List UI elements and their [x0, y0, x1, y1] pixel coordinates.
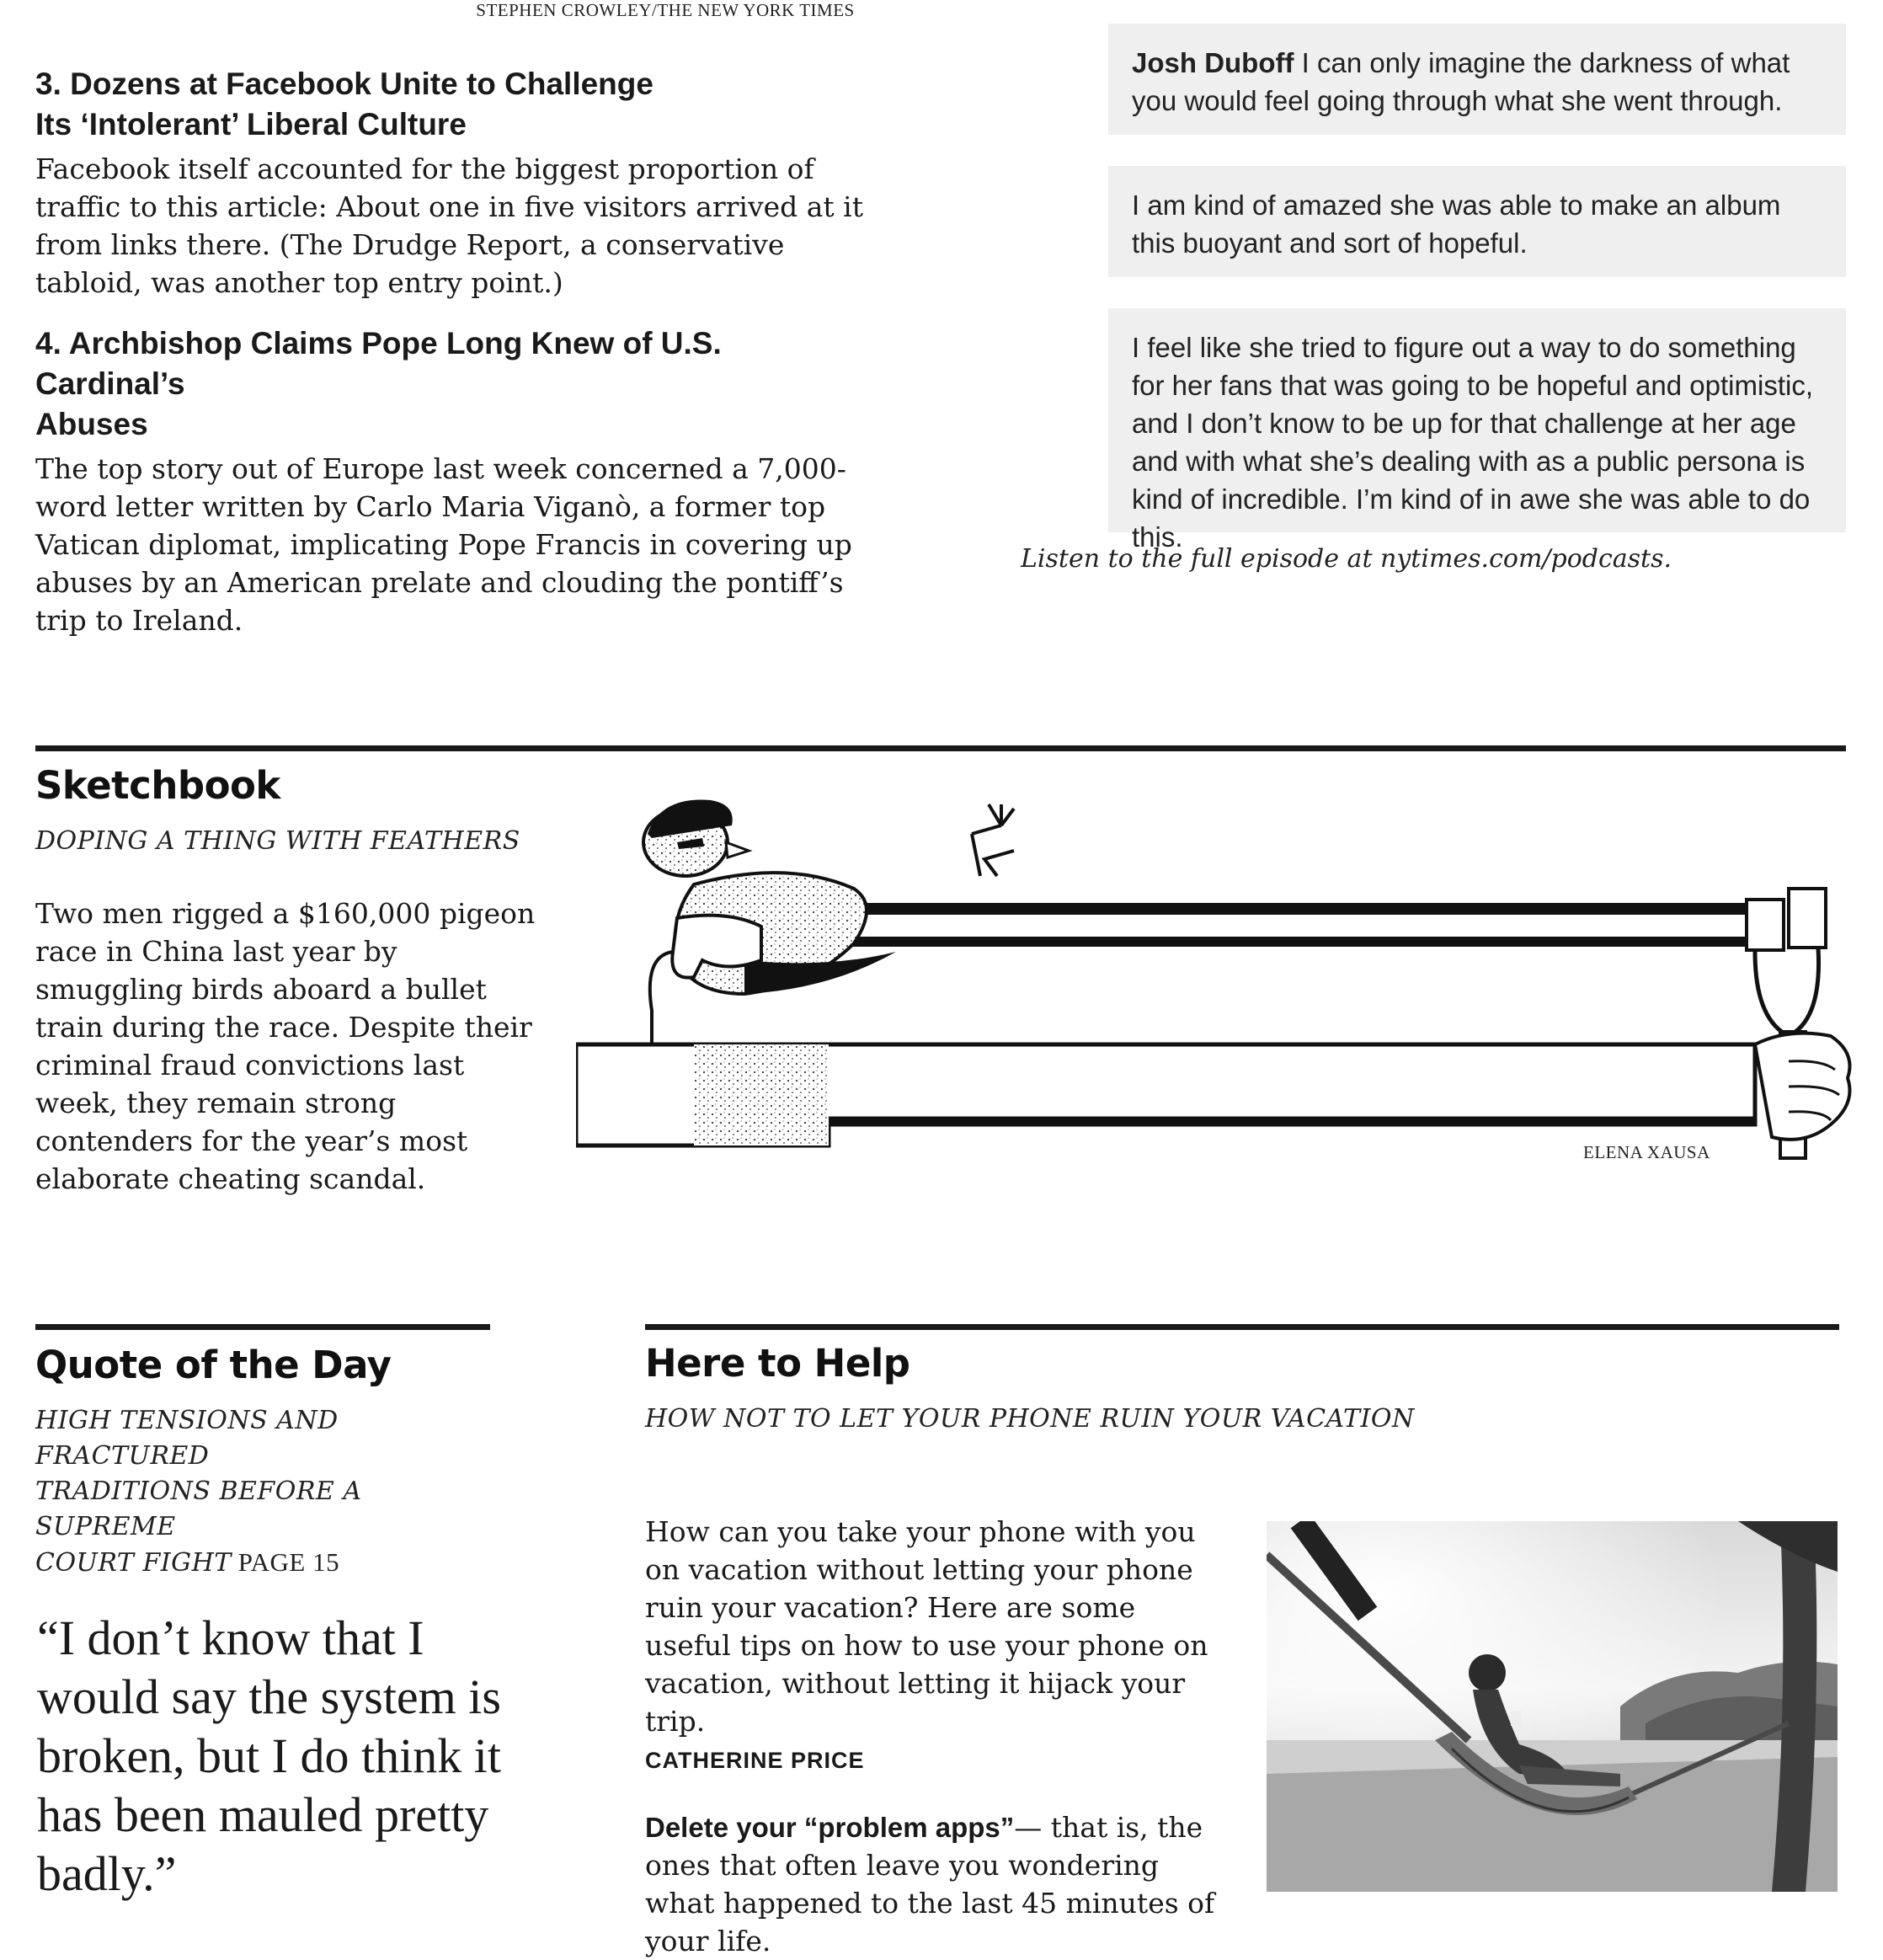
podcast-note[interactable]: Listen to the full episode at nytimes.com/podcasts. — [1021, 544, 1672, 574]
section-rule — [645, 1324, 1839, 1330]
sketchbook-title: Sketchbook — [35, 763, 280, 808]
story-body: Facebook itself accounted for the biggest proportion of traffic to this article: About one in five visitors arrived at it from links there. (The Drudge Report, a conservative tabloid, was another top entry point.) — [35, 152, 863, 299]
kicker-line: COURT FIGHT — [35, 1548, 232, 1578]
podcast-quote-box — [1108, 166, 1846, 277]
quote-of-day-title: Quote of the Day — [35, 1343, 392, 1387]
pigeon-slingshot-illustration — [576, 792, 1856, 1162]
illustration-credit: ELENA XAUSA — [1583, 1142, 1710, 1162]
section-rule — [35, 745, 1846, 751]
here-to-help-kicker[interactable]: HOW NOT TO LET YOUR PHONE RUIN YOUR VACATION — [645, 1404, 1415, 1434]
here-to-help-title: Here to Help — [645, 1341, 910, 1386]
story-headline-line1: 4. Archbishop Claims Pope Long Knew of U.S. Cardinal’s — [35, 326, 722, 401]
author-byline: CATHERINE PRICE — [645, 1748, 865, 1773]
section-rule — [35, 1324, 490, 1330]
hammock-beach-photo — [1267, 1521, 1838, 1892]
tip-body: — that is, the ones that often leave you wondering what happened to the last 45 minutes of your life. — [645, 1811, 1215, 1957]
podcast-quote-box — [1108, 24, 1846, 135]
quote-text: I feel like she tried to figure out a way to do something for her fans that was going to be hopeful and optimistic, and I don’t know to be up for that challenge at her age and with what she’s dealing with as a public persona is kind of incredible. I’m kind of in awe she was able to do this. — [1132, 332, 1813, 553]
sketchbook-body: Two men rigged a $160,000 pigeon race in China last year by smuggling birds aboard a bullet train during the race. Despite their criminal fraud convictions last week, they remain strong contenders for the year’s most elaborate cheating scandal. — [35, 897, 536, 1195]
story-headline-line2: Its ‘Intolerant’ Liberal Culture — [35, 107, 467, 142]
quote-speaker: Josh Duboff — [1132, 47, 1294, 78]
story-body: The top story out of Europe last week concerned a 7,000-word letter written by Carlo Maria Viganò, a former top Vatican diplomat, implicating Pope Francis in covering up abuses by an American prelate and clouding the pontiff’s trip to Ireland. — [35, 452, 852, 637]
page-reference: PAGE 15 — [237, 1547, 340, 1577]
story-headline[interactable] — [35, 64, 877, 145]
tip-lead: Delete your “problem apps” — [645, 1812, 1015, 1843]
story-4 — [35, 323, 877, 639]
here-to-help-intro: How can you take your phone with you on vacation without letting your phone ruin your vacation? Here are some useful tips on how to use your phone on vacation, without letting it hijack your trip. — [645, 1515, 1208, 1738]
tip-paragraph — [645, 1808, 1226, 1960]
quote-text: I am kind of amazed she was able to make an album this buoyant and sort of hopeful. — [1132, 190, 1781, 259]
kicker-line: TRADITIONS BEFORE A SUPREME — [35, 1477, 362, 1541]
quote-of-day-kicker[interactable] — [35, 1403, 507, 1581]
story-3 — [35, 64, 877, 302]
quote-of-day-text: “I don’t know that I would say the system is broken, but I do think it has been mauled pretty badly.” — [37, 1610, 501, 1901]
quote-text: I can only imagine the darkness of what you would feel going through what she went through. — [1132, 47, 1790, 116]
sketchbook-kicker: DOPING A THING WITH FEATHERS — [35, 826, 520, 856]
story-headline-line1: 3. Dozens at Facebook Unite to Challenge — [35, 67, 653, 101]
here-to-help-body — [645, 1513, 1226, 1960]
kicker-line: HIGH TENSIONS AND FRACTURED — [35, 1406, 339, 1471]
story-headline[interactable] — [35, 323, 877, 445]
photo-credit: STEPHEN CROWLEY/THE NEW YORK TIMES — [476, 0, 855, 20]
story-headline-line2: Abuses — [35, 407, 148, 441]
podcast-quote-box — [1108, 308, 1846, 553]
